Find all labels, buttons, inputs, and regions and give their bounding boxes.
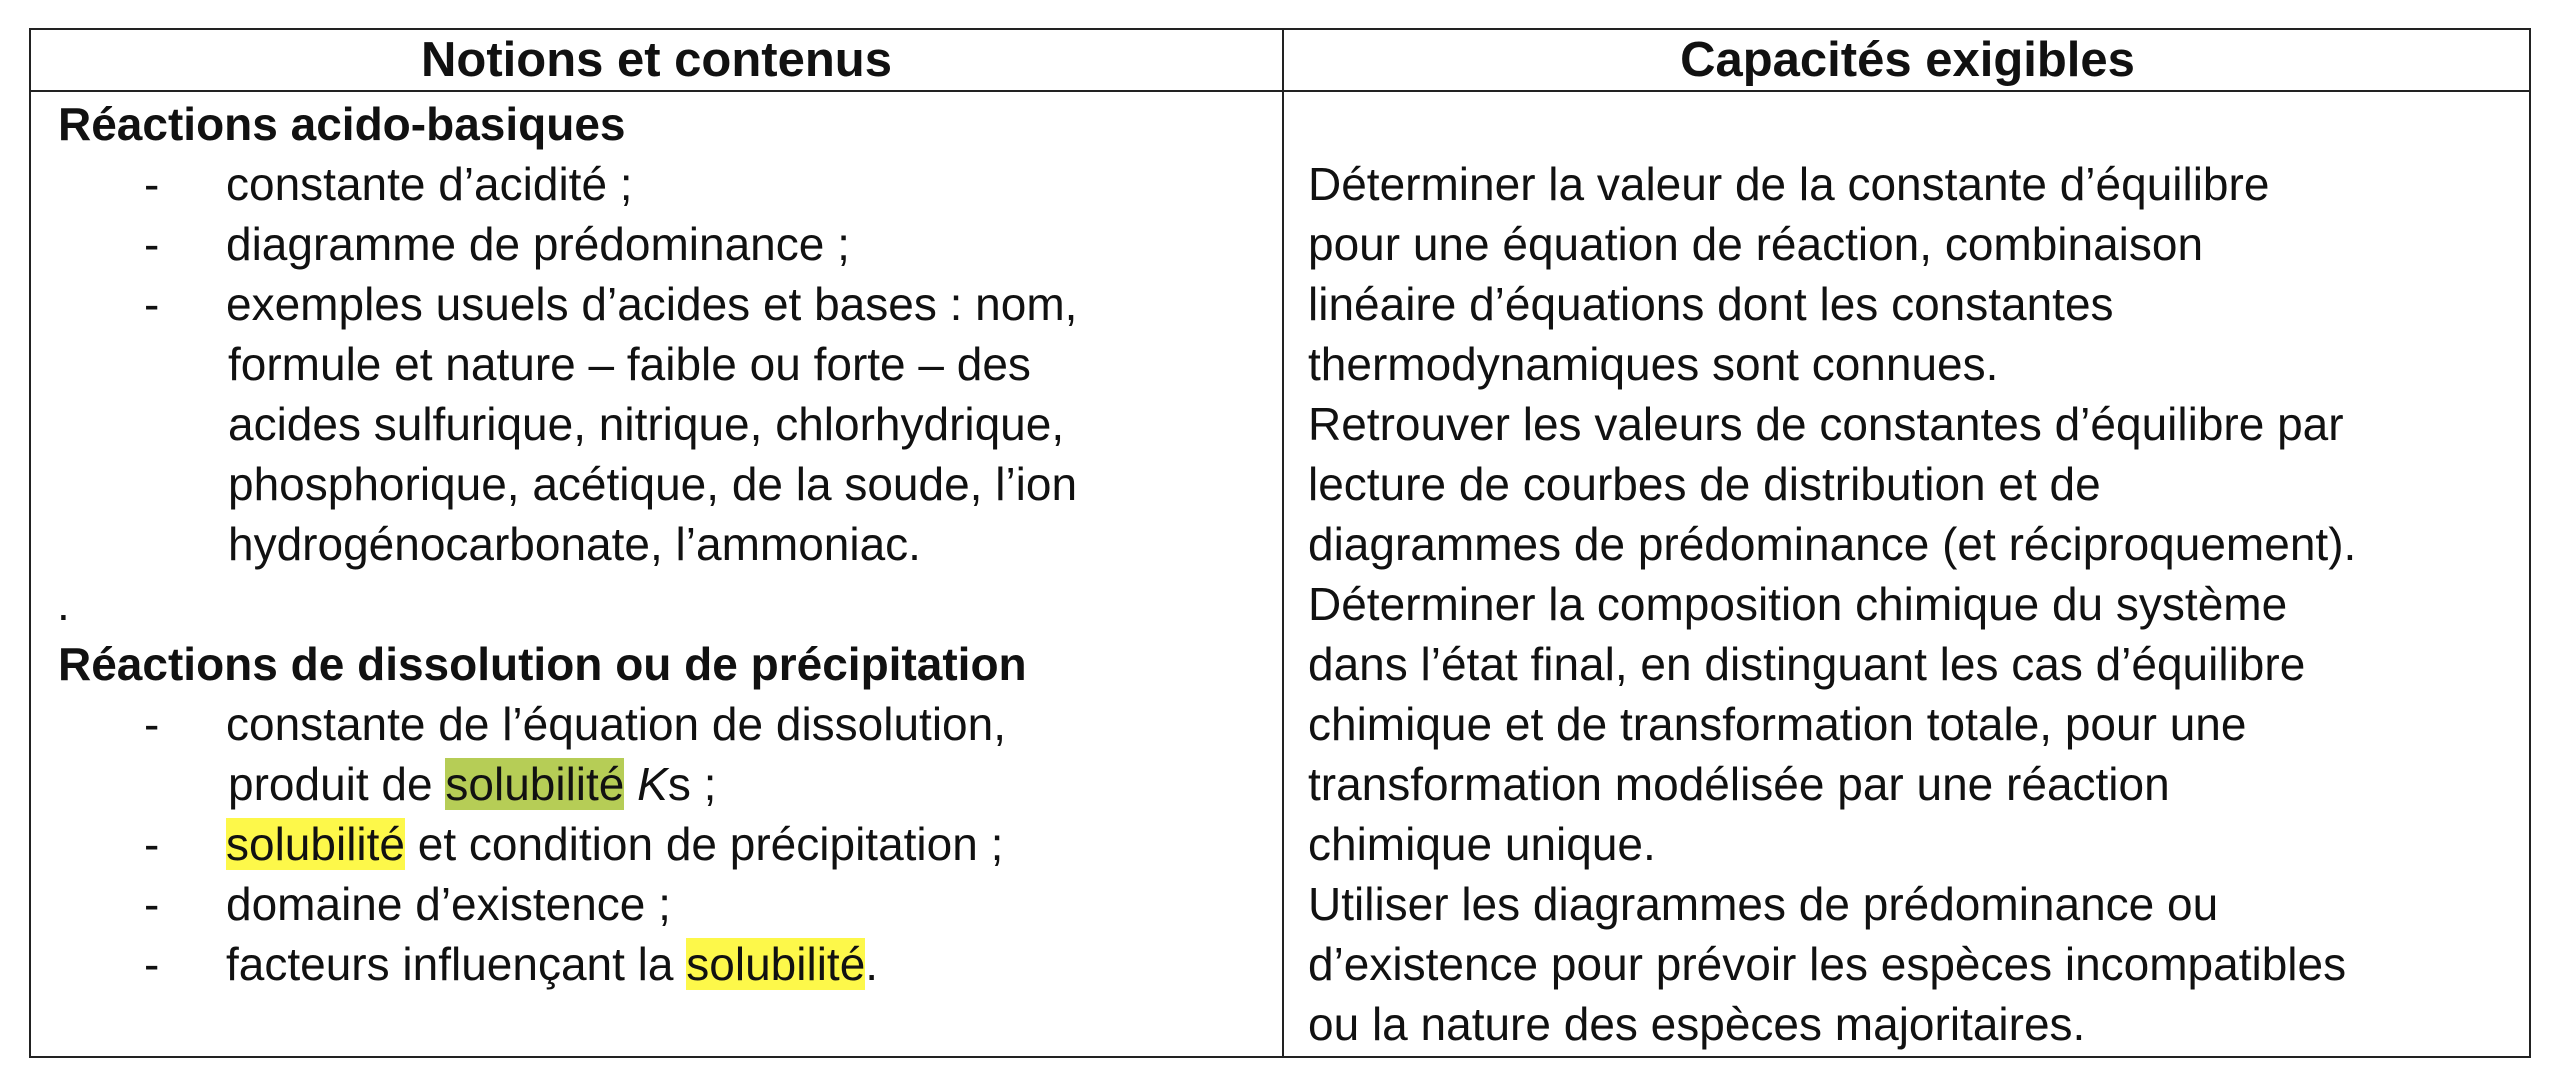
capacite-line: Utiliser les diagrammes de prédominance ou [1308, 878, 2219, 930]
bullet-constante-dissolution: constante de l’équation de dissolution, [226, 698, 1007, 750]
bullet-exemples-line-2: formule et nature – faible ou forte – des [228, 338, 1031, 390]
bullet-facteurs-solubilite [226, 934, 878, 994]
text-facteurs: facteurs influençant la [226, 938, 687, 990]
bullet-dash: - [144, 818, 160, 870]
bullet-dash: - [144, 158, 160, 210]
bullet-exemples-line-4: phosphorique, acétique, de la soude, l’ion [228, 458, 1078, 510]
bullet-dash: - [144, 278, 160, 330]
stray-dot: . [57, 578, 70, 630]
bullet-dash: - [144, 938, 160, 990]
header-divider [31, 90, 2529, 92]
bullet-produit-solubilite [228, 754, 716, 814]
capacite-line: ou la nature des espèces majoritaires. [1308, 998, 2086, 1050]
capacite-line: Retrouver les valeurs de constantes d’équilibre par [1308, 398, 2344, 450]
capacite-line: chimique unique. [1308, 818, 1656, 870]
bullet-dash: - [144, 218, 160, 270]
bullet-exemples-line-1: exemples usuels d’acides et bases : nom, [226, 278, 1078, 330]
bullet-domaine-existence: domaine d’existence ; [226, 878, 671, 930]
bullet-diagramme-predominance: diagramme de prédominance ; [226, 218, 850, 270]
bullet-exemples-line-5: hydrogénocarbonate, l’ammoniac. [228, 518, 921, 570]
header-notions: Notions et contenus [421, 33, 892, 87]
capacite-line: diagrammes de prédominance (et réciproquement). [1308, 518, 2357, 570]
bullet-exemples-line-3: acides sulfurique, nitrique, chlorhydrique, [228, 398, 1065, 450]
bullet-dash: - [144, 878, 160, 930]
text-period: . [865, 938, 879, 990]
capacite-line: d’existence pour prévoir les espèces incompatibles [1308, 938, 2347, 990]
highlight-solubilite-green: solubilité [445, 758, 625, 810]
bullet-solubilite-precipitation [226, 814, 1003, 874]
capacite-line: Déterminer la composition chimique du système [1308, 578, 2288, 630]
header-capacites: Capacités exigibles [1680, 33, 2135, 87]
capacite-line: Déterminer la valeur de la constante d’équilibre [1308, 158, 2270, 210]
text-condition-precipitation: et condition de précipitation ; [405, 818, 1004, 870]
capacite-line: chimique et de transformation totale, pour une [1308, 698, 2247, 750]
highlight-solubilite-yellow: solubilité [226, 818, 405, 870]
text-s: s ; [667, 758, 717, 810]
bullet-constante-acidite: constante d’acidité ; [226, 158, 633, 210]
capacite-line: lecture de courbes de distribution et de [1308, 458, 2101, 510]
bullet-dash: - [144, 698, 160, 750]
symbol-k: K [637, 758, 668, 810]
text-produit-de: produit de [228, 758, 446, 810]
section-title-dissolution: Réactions de dissolution ou de précipitation [58, 638, 1027, 690]
capacite-line: dans l’état final, en distinguant les cas d’équilibre [1308, 638, 2306, 690]
highlight-solubilite-yellow: solubilité [686, 938, 866, 990]
section-title-acido-basiques: Réactions acido-basiques [58, 98, 626, 150]
capacite-line: thermodynamiques sont connues. [1308, 338, 1999, 390]
capacite-line: linéaire d’équations dont les constantes [1308, 278, 2114, 330]
curriculum-table [29, 28, 2531, 1058]
text-space [624, 758, 637, 810]
capacite-line: transformation modélisée par une réaction [1308, 758, 2170, 810]
capacite-line: pour une équation de réaction, combinaison [1308, 218, 2204, 270]
column-divider [1282, 30, 1284, 1056]
